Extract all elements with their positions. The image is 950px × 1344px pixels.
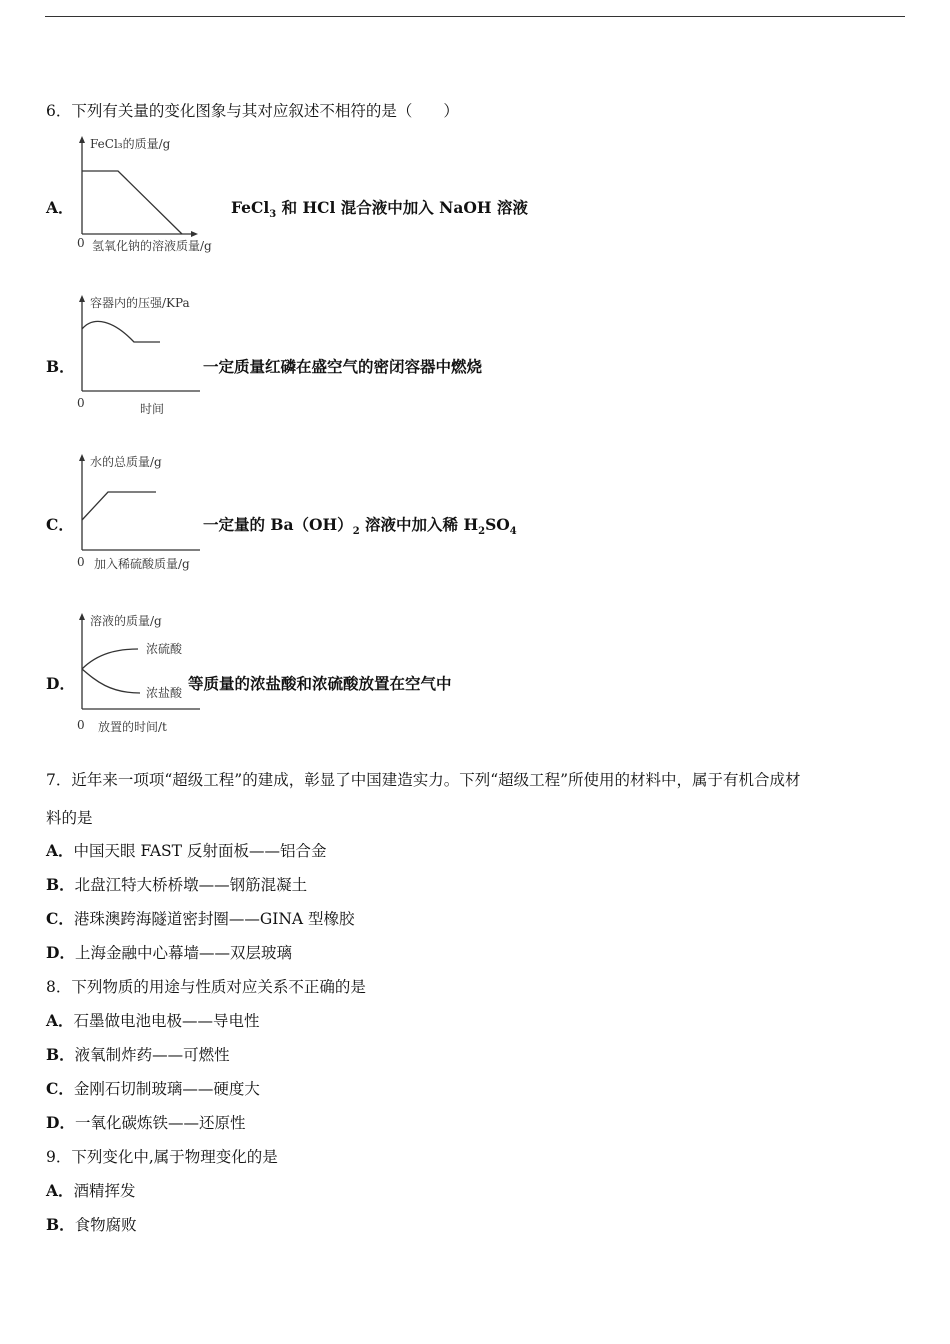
q8-option-d: D．一氧化碳炼铁——还原性 bbox=[46, 1113, 246, 1132]
q8-option-c: C．金刚石切制玻璃——硬度大 bbox=[46, 1079, 260, 1098]
q8-option-b: B．液氧制炸药——可燃性 bbox=[46, 1045, 230, 1064]
q6-option-a-text: FeCl$_3$ 和 HCl 混合液中加入 NaOH 溶液 bbox=[231, 198, 528, 221]
q8-option-a: A．石墨做电池电极——导电性 bbox=[46, 1011, 260, 1030]
q6-b-ylabel: 容器内的压强/KPa bbox=[90, 296, 190, 310]
q6-option-d-text: 等质量的浓盐酸和浓硫酸放置在空气中 bbox=[188, 674, 452, 693]
q6-graph-a bbox=[76, 134, 236, 258]
q6-b-xlabel: 时间 bbox=[140, 402, 165, 416]
q7-option-c: C．港珠澳跨海隧道密封圈——GINA 型橡胶 bbox=[46, 909, 355, 928]
q6-graph-c bbox=[76, 452, 236, 576]
top-rule bbox=[45, 16, 905, 17]
q7-option-b: B．北盘江特大桥桥墩——钢筋混凝土 bbox=[46, 875, 308, 894]
q6-d-curve-upper: 浓硫酸 bbox=[146, 642, 183, 656]
q9-stem: 9．下列变化中,属于物理变化的是 bbox=[46, 1148, 278, 1166]
q7-option-d: D．上海金融中心幕墙——双层玻璃 bbox=[46, 943, 292, 962]
q6-a-origin: 0 bbox=[77, 236, 85, 250]
q6-d-origin: 0 bbox=[77, 718, 85, 732]
q7-stem-line2: 料的是 bbox=[46, 809, 93, 827]
q6-c-ylabel: 水的总质量/g bbox=[90, 455, 162, 469]
q6-stem: 6．下列有关量的变化图象与其对应叙述不相符的是（ ） bbox=[46, 102, 459, 120]
q9-option-a: A．酒精挥发 bbox=[46, 1181, 136, 1200]
q6-option-c-text: 一定量的 $Ba(OH)_2$ 溶液中加入稀 $H_2SO_4$ bbox=[203, 515, 517, 538]
q6-option-b-letter: B． bbox=[46, 357, 75, 376]
q6-a-xlabel: 氢氧化钠的溶液质量/g bbox=[92, 239, 212, 253]
q9-option-b: B．食物腐败 bbox=[46, 1215, 137, 1234]
q6-a-ylabel: FeCl₃的质量/g bbox=[90, 137, 171, 151]
q6-d-curve-lower: 浓盐酸 bbox=[146, 686, 183, 700]
q6-option-a-letter: A． bbox=[46, 198, 74, 217]
q6-c-origin: 0 bbox=[77, 555, 85, 569]
q7-stem-line1: 7．近年来一项项“超级工程”的建成，彰显了中国建造实力。下列“超级工程”所使用的材料中，属于有机合成材 bbox=[46, 771, 801, 789]
q6-graph-b bbox=[76, 293, 236, 417]
q8-stem: 8．下列物质的用途与性质对应关系不正确的是 bbox=[46, 978, 366, 996]
q6-d-ylabel: 溶液的质量/g bbox=[90, 614, 162, 628]
q6-graph-d bbox=[76, 611, 236, 735]
q6-d-xlabel: 放置的时间/t bbox=[98, 720, 167, 734]
q6-option-c-letter: C． bbox=[46, 515, 74, 534]
q6-c-xlabel: 加入稀硫酸质量/g bbox=[94, 557, 190, 571]
q7-option-a: A．中国天眼 FAST 反射面板——铝合金 bbox=[46, 841, 327, 860]
q6-option-b-text: 一定质量红磷在盛空气的密闭容器中燃烧 bbox=[203, 357, 483, 376]
q6-b-origin: 0 bbox=[77, 396, 85, 410]
q6-option-d-letter: D． bbox=[46, 674, 75, 693]
